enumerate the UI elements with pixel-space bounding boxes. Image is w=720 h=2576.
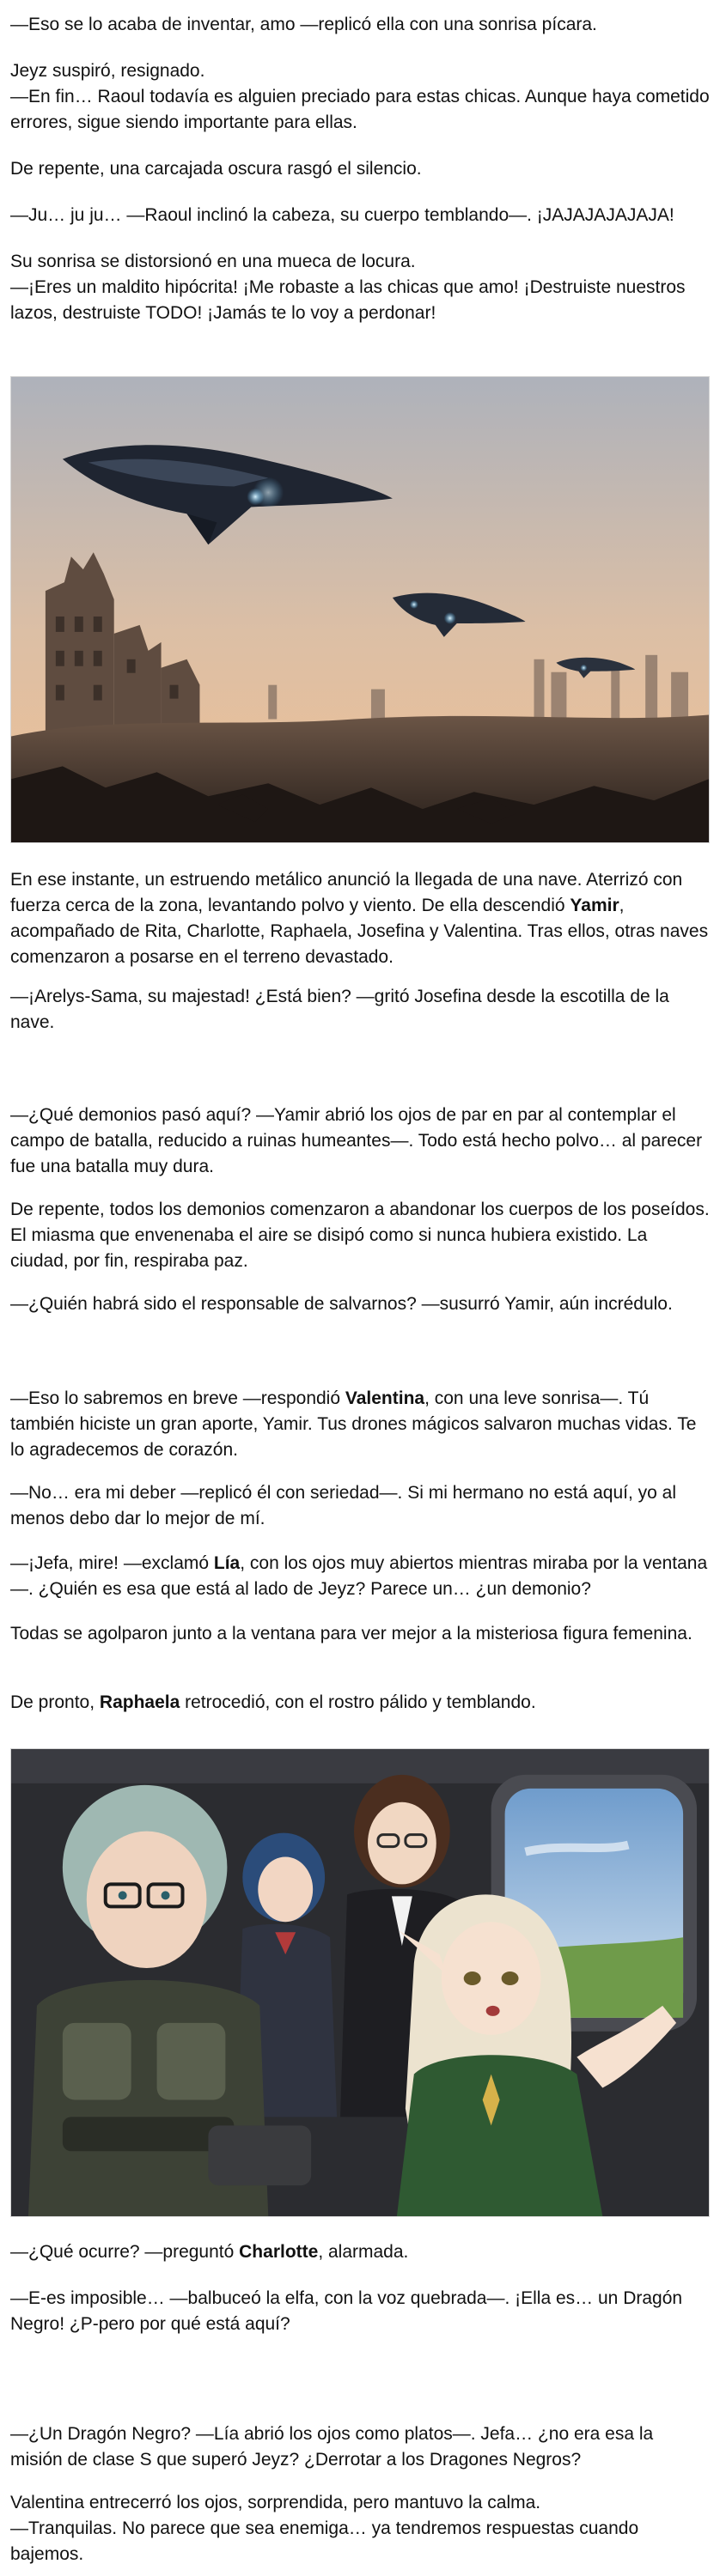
text-run: —No… era mi deber —replicó él con seriedad—. Si mi hermano no está aquí, yo al menos debo dar lo mejor de mí.: [10, 1483, 677, 1528]
text-run: —¡Arelys-Sama, su majestad! ¿Está bien? —gritó Josefina desde la escotilla de la nave.: [10, 987, 669, 1032]
character-name: Raphaela: [99, 1692, 180, 1712]
story-paragraph: [10, 249, 710, 326]
text-run: —Tranquilas. No parece que sea enemiga… ya tendremos respuestas cuando bajemos.: [10, 2518, 639, 2564]
text-run: —E-es imposible… —balbuceó la elfa, con la voz quebrada—. ¡Ella es… un Dragón Negro! ¿P-pero por qué está aquí?: [10, 2288, 683, 2334]
spaceships-over-ruins-illustration: [10, 376, 710, 843]
text-run: En ese instante, un estruendo metálico anunció la llegada de una nave. Aterrizó con fuerza cerca de la zona, levantando polvo y viento. De ella descendió: [10, 870, 683, 915]
character-name: Charlotte: [239, 2242, 319, 2262]
text-run: —¿Qué ocurre? —preguntó: [10, 2242, 240, 2262]
story-paragraph: [10, 1291, 710, 1317]
story-paragraph: [10, 12, 710, 38]
story-paragraph: [10, 2286, 710, 2337]
character-name: Yamir: [570, 896, 619, 915]
text-run: Valentina entrecerró los ojos, sorprendida, pero mantuvo la calma.: [10, 2493, 541, 2512]
character-name: Valentina: [345, 1388, 425, 1408]
story-paragraph: [10, 867, 710, 970]
text-run: —Eso se lo acaba de inventar, amo —replicó ella con una sonrisa pícara.: [10, 15, 597, 34]
story-paragraph: [10, 1386, 710, 1463]
story-paragraph: [10, 1621, 710, 1647]
text-run: Su sonrisa se distorsionó en una mueca de locura.: [10, 252, 416, 271]
text-run: De repente, todos los demonios comenzaron a abandonar los cuerpos de los poseídos. El miasma que envenenaba el aire se disipó como si nunca hubiera existido. La ciudad, por fin, respiraba paz.: [10, 1200, 710, 1271]
story-paragraph: [10, 1551, 710, 1602]
story-paragraph: [10, 156, 710, 182]
text-run: retrocedió, con el rostro pálido y temblando.: [180, 1692, 536, 1712]
story-paragraph: [10, 1690, 710, 1716]
story-paragraph: [10, 984, 710, 1036]
text-run: —En fin… Raoul todavía es alguien preciado para estas chicas. Aunque haya cometido errores, sigue siendo importante para ellas.: [10, 87, 710, 132]
text-run: —Ju… ju ju… —Raoul inclinó la cabeza, su cuerpo temblando—. ¡JAJAJAJAJAJA!: [10, 205, 674, 225]
text-run: —¿Un Dragón Negro? —Lía abrió los ojos como platos—. Jefa… ¿no era esa la misión de clase S que superó Jeyz? ¿Derrotar a los Dragones Negros?: [10, 2424, 654, 2470]
text-run: , con los ojos muy abiertos mientras miraba por la ventana—. ¿Quién es esa que está al lado de Jeyz? Parece un… ¿un demonio?: [10, 1553, 708, 1599]
story-paragraph: [10, 58, 710, 136]
text-run: , acompañado de Rita, Charlotte, Raphaela, Josefina y Valentina. Tras ellos, otras naves comenzaron a posarse en el terreno devastado.: [10, 896, 709, 967]
text-run: De pronto,: [10, 1692, 100, 1712]
text-run: De repente, una carcajada oscura rasgó el silencio.: [10, 159, 422, 179]
text-run: —¿Quién habrá sido el responsable de salvarnos? —susurró Yamir, aún incrédulo.: [10, 1294, 673, 1314]
text-run: —¡Eres un maldito hipócrita! ¡Me robaste a las chicas que amo! ¡Destruiste nuestros lazos, destruiste TODO! ¡Jamás te lo voy a perdonar!: [10, 277, 686, 323]
story-paragraph: [10, 2490, 710, 2567]
story-paragraph: [10, 203, 710, 228]
character-name: Lía: [213, 1553, 241, 1573]
text-run: —Eso lo sabremos en breve —respondió: [10, 1388, 345, 1408]
text-run: , alarmada.: [318, 2242, 409, 2262]
story-paragraph: [10, 2421, 710, 2473]
text-run: Todas se agolparon junto a la ventana para ver mejor a la misteriosa figura femenina.: [10, 1624, 693, 1643]
story-paragraph: [10, 2239, 710, 2265]
text-run: —¿Qué demonios pasó aquí? —Yamir abrió los ojos de par en par al contemplar el campo de batalla, reducido a ruinas humeantes—. Todo está hecho polvo… al parecer fue una batalla muy dura.: [10, 1105, 703, 1176]
story-paragraph: [10, 1480, 710, 1532]
text-run: Jeyz suspiró, resignado.: [10, 61, 205, 81]
story-paragraph: [10, 1197, 710, 1274]
characters-in-ship-cabin-illustration: [10, 1748, 710, 2217]
story-paragraph: [10, 1103, 710, 1180]
text-run: , con una leve sonrisa—. Tú también hiciste un gran aporte, Yamir. Tus drones mágicos salvaron muchas vidas. Te lo agradecemos de corazón.: [10, 1388, 697, 1460]
text-run: —¡Jefa, mire! —exclamó: [10, 1553, 214, 1573]
